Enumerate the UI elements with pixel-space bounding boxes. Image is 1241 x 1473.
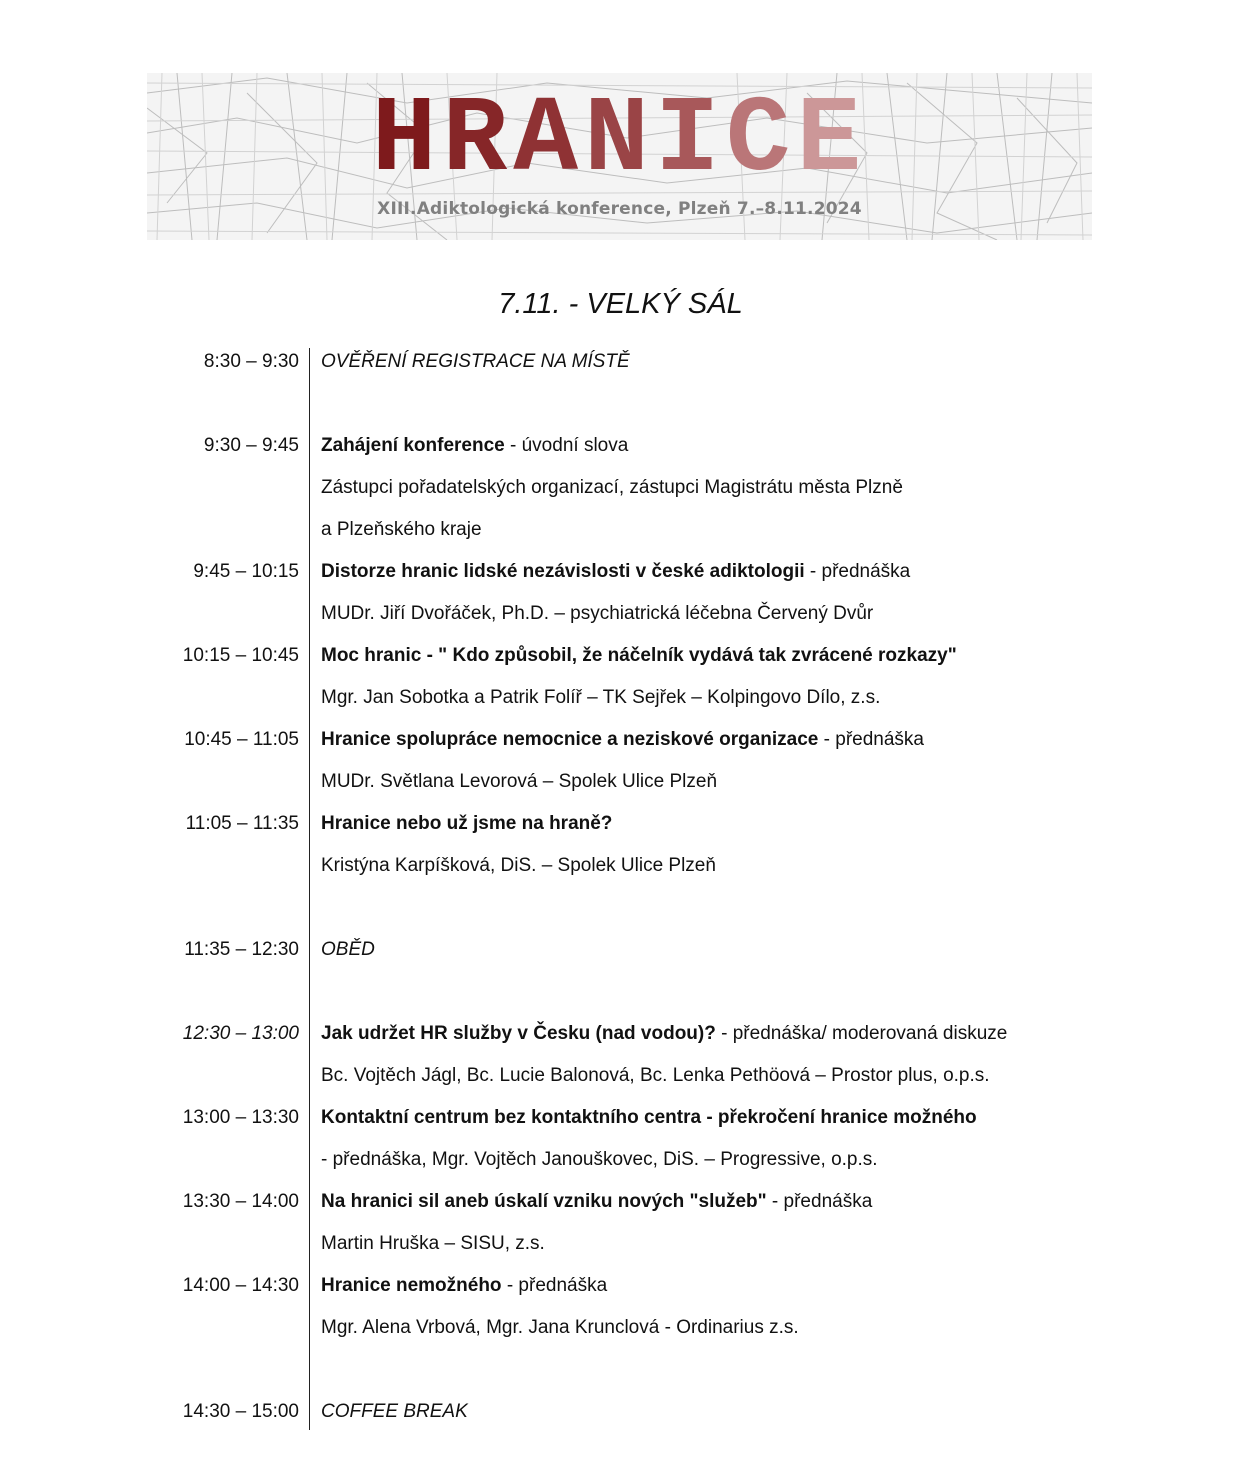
schedule-item-talk7	[0, 1188, 1241, 1230]
schedule-item-talk6	[0, 1104, 1241, 1146]
item-title: Na hranici sil aneb úskalí vzniku nových "služeb"	[321, 1191, 767, 1212]
item-suffix: - úvodní slova	[504, 435, 629, 456]
item-time: 13:00 – 13:30	[182, 1107, 299, 1128]
conference-banner	[147, 73, 1092, 240]
item-title: COFFEE BREAK	[321, 1401, 468, 1422]
item-title: Zahájení konference	[321, 435, 505, 456]
item-time: 11:05 – 11:35	[185, 813, 299, 834]
item-title: Kontaktní centrum bez kontaktního centra - překročení hranice možného	[321, 1107, 977, 1128]
item-detail: Zástupci pořadatelských organizací, zástupci Magistrátu města Plzně	[321, 477, 903, 498]
item-time: 14:30 – 15:00	[182, 1401, 299, 1422]
schedule-item-lunch	[0, 936, 1241, 978]
item-time: 9:30 – 9:45	[203, 435, 299, 456]
item-suffix: - přednáška	[501, 1275, 608, 1296]
item-suffix: - přednáška	[766, 1191, 873, 1212]
item-title: Moc hranic - " Kdo způsobil, že náčelník vydává tak zvrácené rozkazy"	[321, 645, 957, 666]
item-title: OVĚŘENÍ REGISTRACE NA MÍSTĚ	[321, 351, 630, 372]
item-speaker: - přednáška, Mgr. Vojtěch Janouškovec, DiS. – Progressive, o.p.s.	[321, 1149, 878, 1170]
item-suffix: - přednáška/ moderovaná diskuze	[715, 1023, 1008, 1044]
item-title: Hranice nemožného	[321, 1275, 502, 1296]
item-title: Distorze hranic lidské nezávislosti v české adiktologii	[321, 561, 805, 582]
item-time: 10:45 – 11:05	[184, 729, 299, 750]
schedule-item-talk8	[0, 1272, 1241, 1314]
schedule-item-opening	[0, 432, 1241, 474]
item-title: OBĚD	[321, 939, 375, 960]
schedule-item-registration	[0, 348, 1241, 390]
item-time: 13:30 – 14:00	[182, 1191, 299, 1212]
item-title: Hranice spolupráce nemocnice a neziskové organizace	[321, 729, 819, 750]
banner-title: HRANICE	[371, 80, 868, 202]
schedule-item-talk4	[0, 810, 1241, 852]
banner-subtitle: XIII.Adiktologická konference, Plzeň 7.–8.11.2024	[377, 199, 862, 219]
schedule-item-talk3	[0, 726, 1241, 768]
schedule-item-talk5	[0, 1020, 1241, 1062]
item-time: 10:15 – 10:45	[182, 645, 299, 666]
item-time: 14:00 – 14:30	[182, 1275, 299, 1296]
item-suffix: - přednáška	[804, 561, 911, 582]
item-title: Jak udržet HR služby v Česku (nad vodou)?	[321, 1023, 716, 1044]
item-title: Hranice nebo už jsme na hraně?	[321, 813, 613, 834]
item-speaker: Bc. Vojtěch Jágl, Bc. Lucie Balonová, Bc. Lenka Pethöová – Prostor plus, o.p.s.	[321, 1065, 990, 1086]
item-suffix: - přednáška	[818, 729, 924, 750]
item-detail: a Plzeňského kraje	[321, 519, 482, 540]
schedule-item-talk2	[0, 642, 1241, 684]
item-speaker: Mgr. Alena Vrbová, Mgr. Jana Krunclová - Ordinarius z.s.	[321, 1317, 799, 1338]
item-speaker: Kristýna Karpíšková, DiS. – Spolek Ulice Plzeň	[321, 855, 716, 876]
item-time: 8:30 – 9:30	[203, 351, 299, 372]
item-time: 12:30 – 13:00	[182, 1023, 299, 1044]
item-time: 11:35 – 12:30	[184, 939, 299, 960]
schedule-item-coffee	[0, 1398, 1241, 1440]
day-title: 7.11. - VELKÝ SÁL	[498, 288, 743, 320]
item-speaker: MUDr. Jiří Dvořáček, Ph.D. – psychiatrická léčebna Červený Dvůr	[321, 603, 874, 624]
schedule-item-talk1	[0, 558, 1241, 600]
item-speaker: Martin Hruška – SISU, z.s.	[321, 1233, 545, 1254]
item-time: 9:45 – 10:15	[193, 561, 299, 582]
item-speaker: Mgr. Jan Sobotka a Patrik Folíř – TK Sejřek – Kolpingovo Dílo, z.s.	[321, 687, 881, 708]
item-speaker: MUDr. Světlana Levorová – Spolek Ulice Plzeň	[321, 771, 718, 792]
